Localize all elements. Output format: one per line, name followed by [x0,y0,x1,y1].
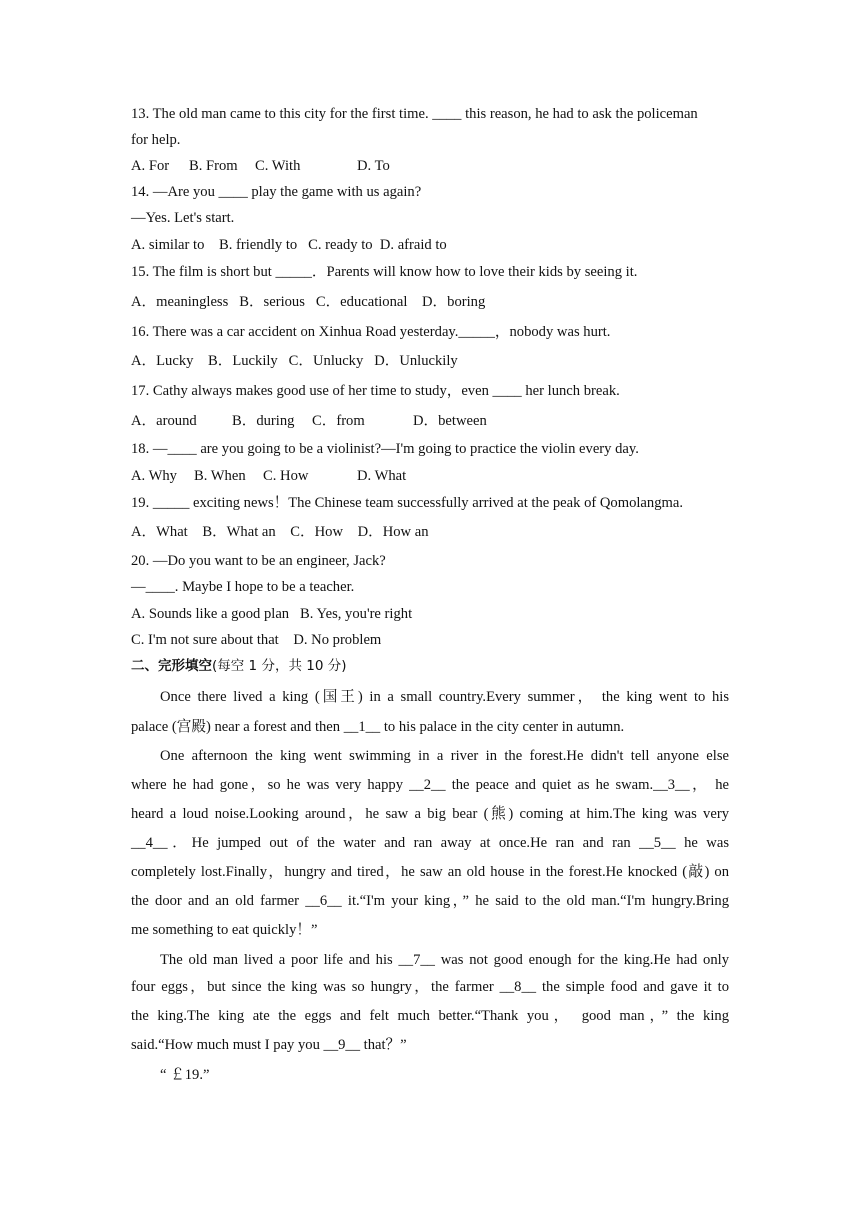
passage-line: completely lost.Finally，hungry and tired，he saw an old house in the forest.He knocked (敲) on [131,864,729,880]
passage-line: heard a loud noise.Looking around，he saw a big bear (熊) coming at him.The king was very [131,806,729,822]
section-heading [131,657,346,675]
question-13-stem-continued: for help. [131,132,181,148]
passage-line: __4__．He jumped out of the water and ran away at once.He ran and ran __5__ he was [131,835,729,851]
option-d: D. To [357,158,390,174]
question-20-options-row-2: C. I'm not sure about that D. No problem [131,632,382,648]
option-a: A. Why [131,468,177,484]
question-16-options: A．Lucky B．Luckily C．Unlucky D．Unluckily [131,353,458,369]
passage-line: the king.The king ate the eggs and felt much better.“Thank you， good man，” the king [131,1008,729,1024]
section-title: 二、完形填空 [131,658,212,674]
passage-line: The old man lived a poor life and his __7__ was not good enough for the king.He had only [160,952,729,968]
option-a: A. For [131,158,170,174]
question-20-options-row-1: A. Sounds like a good plan B. Yes, you're right [131,606,413,622]
question-20-reply: —____. Maybe I hope to be a teacher. [131,579,355,595]
question-20-stem: 20. —Do you want to be an engineer, Jack? [131,553,386,569]
question-14-stem: 14. —Are you ____ play the game with us again? [131,184,422,200]
question-14-reply: —Yes. Let's start. [131,210,235,226]
option-c: C．from [312,413,365,429]
passage-line: palace (宫殿) near a forest and then __1__ to his palace in the city center in autumn. [131,719,625,735]
question-14-options: A. similar to B. friendly to C. ready to D. afraid to [131,237,447,253]
passage-line: four eggs，but since the king was so hungry，the farmer __8__ the simple food and gave it to [131,979,729,995]
passage-line: me something to eat quickly！” [131,922,318,938]
section-score-note: (每空 1 分，共 10 分) [212,658,347,674]
question-19-options: A．What B．What an C．How D．How an [131,524,429,540]
passage-line: where he had gone，so he was very happy __2__ the peace and quiet as he swam.__3__， he [131,777,729,793]
option-b: B. From [189,158,238,174]
question-16-stem: 16. There was a car accident on Xinhua Road yesterday._____，nobody was hurt. [131,324,611,340]
passage-line: the door and an old farmer __6__ it.“I'm your king，” he said to the old man.“I'm hungry.Bring [131,893,729,909]
option-d: D. What [357,468,407,484]
passage-line: said.“How much must I pay you __9__ that？” [131,1037,407,1053]
option-d: D．between [413,413,487,429]
passage-line: “ ￡19.” [160,1067,210,1083]
option-a: A．around [131,413,197,429]
question-15-stem: 15. The film is short but _____．Parents will know how to love their kids by seeing it. [131,264,638,280]
option-c: C. With [255,158,301,174]
question-19-stem: 19. _____ exciting news！The Chinese team successfully arrived at the peak of Qomolangma. [131,495,683,511]
option-b: B. When [194,468,246,484]
question-17-stem: 17. Cathy always makes good use of her time to study，even ____ her lunch break. [131,383,620,399]
option-c: C. How [263,468,309,484]
passage-line: Once there lived a king (国王) in a small country.Every summer， the king went to his [160,689,729,705]
option-b: B．during [232,413,295,429]
question-18-stem: 18. —____ are you going to be a violinist?—I'm going to practice the violin every day. [131,441,639,457]
question-15-options: A．meaningless B．serious C．educational D．boring [131,294,486,310]
question-13-stem: 13. The old man came to this city for the first time. ____ this reason, he had to ask the policeman [131,106,698,122]
passage-line: One afternoon the king went swimming in a river in the forest.He didn't tell anyone else [160,748,729,764]
